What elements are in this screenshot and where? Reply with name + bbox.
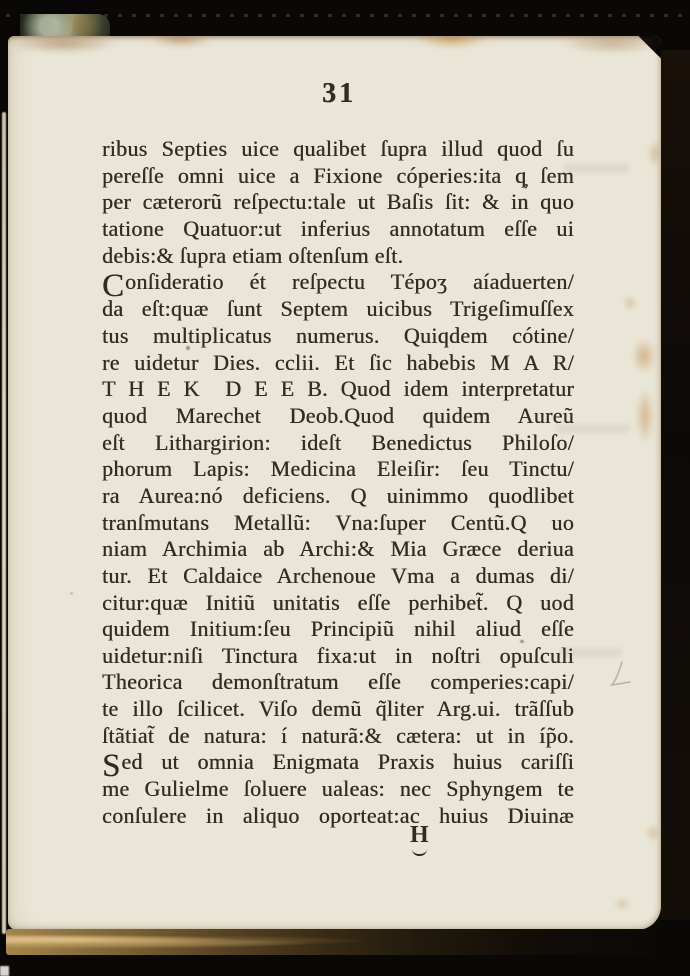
page-corner-cut xyxy=(638,36,661,59)
foxing-spot xyxy=(636,388,654,444)
signature-underline xyxy=(412,849,427,856)
text-line: re uidetur Dies. cclii. Et ſic habebis M A R/ xyxy=(102,349,574,375)
text-line: Sed ut omnia Enigmata Praxis huius cariſſi xyxy=(102,748,574,785)
stain xyxy=(8,36,118,53)
foxing-spot xyxy=(632,338,656,374)
left-page-edge xyxy=(2,112,6,934)
text-line: phorum Lapis: Medicina Eleiſir: ſeu Tinctu/ xyxy=(102,456,574,482)
text-line: ſtãtiat̃ de natura: í naturã:& cætera: ut in íp̃o. xyxy=(102,722,574,748)
paragraph-initial: S xyxy=(102,748,122,785)
text-line: citur:quæ Initiũ unitatis eſſe perhibet̃. Q uod xyxy=(102,589,574,615)
text-line: quidem Initium:ſeu Principiũ nihil aliud eſſe xyxy=(102,616,574,642)
text-line: tatione Quatuor:ut inferius annotatum eſſe ui xyxy=(102,215,574,241)
ink-speck xyxy=(70,592,73,595)
signature-mark xyxy=(410,822,429,856)
stain xyxy=(415,36,489,48)
text-line: T H E K D E E B. Quod idem interpretatur xyxy=(102,376,574,402)
text-line: tus multiplicatus numerus. Quiqdem cótine/ xyxy=(102,322,574,348)
text-line: me Gulielme ſoluere ualeas: nec Sphyngem te xyxy=(102,776,574,802)
paragraph-initial: C xyxy=(102,268,126,305)
stain xyxy=(150,36,212,47)
text-line: quod Marechet Deob.Quod quidem Aureũ xyxy=(102,402,574,428)
text-line: eſt Lithargirion: ideſt Benedictus Philoſo/ xyxy=(102,429,574,455)
binding-shadow xyxy=(661,50,690,920)
text-line: pereſſe omni uice a Fixione cóperies:ita q̦ ſem xyxy=(102,162,574,188)
foxing-spot xyxy=(624,296,636,310)
foxing-spot xyxy=(646,824,660,842)
text-line: tur. Et Caldaice Archenoue Vma a dumas di/ xyxy=(102,562,574,588)
text-line: niam Archimia ab Archi:& Mia Græce deriua xyxy=(102,536,574,562)
film-perforation-dots xyxy=(6,14,690,17)
text-line: tranſmutans Metallũ: Vna:ſuper Centũ.Q uo xyxy=(102,509,574,535)
page-number: 31 xyxy=(322,78,356,109)
book-page xyxy=(8,36,661,930)
pencil-mark xyxy=(608,658,638,694)
text-block xyxy=(102,136,574,830)
gilt-page-edges xyxy=(6,929,658,955)
text-line: uidetur:niſi Tinctura fixa:ut in noſtri opuſculi xyxy=(102,642,574,668)
foxing-spot xyxy=(648,140,661,168)
text-line: per cæterorũ reſpectu:tale ut Baſis ſit: & in quo xyxy=(102,189,574,215)
text-line: conſulere in aliquo oporteat:ac huius Diuinæ xyxy=(102,803,574,829)
foxing-spot xyxy=(614,898,630,910)
scan-artifact xyxy=(0,966,9,976)
text-line: debis:& ſupra etiam oſtenſum eſt. xyxy=(102,242,404,268)
text-line: Conſideratio ét reſpectu Tépoʒ aíaduerten/ xyxy=(102,268,574,305)
text-line: ra Aurea:nó deficiens. Q uinimmo quodlibet xyxy=(102,482,574,508)
text-line: Theorica demonſtratum eſſe comperies:capi/ xyxy=(102,669,574,695)
signature-letter: H xyxy=(410,822,429,848)
text-line: ribus Septies uice qualibet ſupra illud quod ſu xyxy=(102,136,574,161)
text-line: te illo ſcilicet. Viſo demũ q̃liter Arg.ui. trãſſub xyxy=(102,696,574,722)
text-line: da eſt:quæ ſunt Septem uicibus Trigeſimuſſex xyxy=(102,296,574,322)
